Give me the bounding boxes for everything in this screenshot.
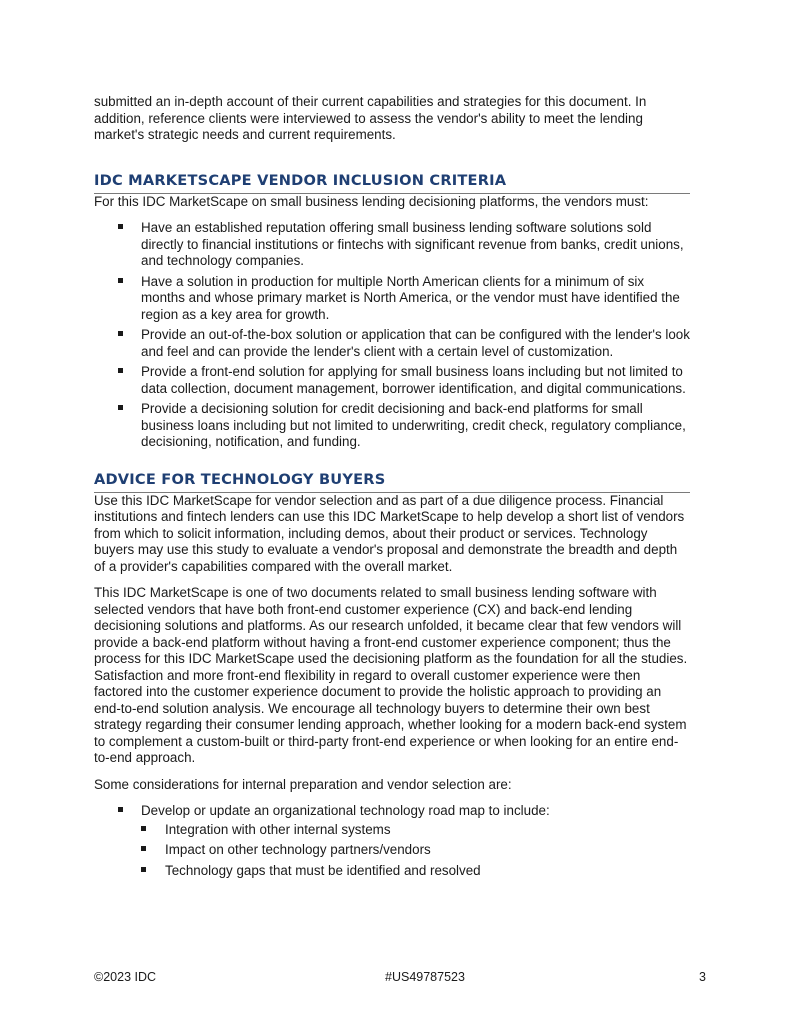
square-bullet-icon xyxy=(118,405,123,410)
list-item xyxy=(94,401,690,451)
list-item-text: Provide a decisioning solution for credit decisioning and back-end platforms for small business loans including but not limited to underwriting, credit check, regulatory compliance, decisioning, notification, and funding. xyxy=(141,401,686,449)
list-item xyxy=(94,274,690,324)
considerations-list xyxy=(94,803,690,879)
square-bullet-icon xyxy=(141,846,146,851)
list-item xyxy=(94,364,690,397)
sublist-item-text: Integration with other internal systems xyxy=(165,821,391,837)
section-heading-advice: ADVICE FOR TECHNOLOGY BUYERS xyxy=(94,471,690,493)
square-bullet-icon xyxy=(118,368,123,373)
sublist-item-text: Impact on other technology partners/vendors xyxy=(165,842,431,857)
document-page xyxy=(94,94,690,887)
intro-paragraph: submitted an in-depth account of their current capabilities and strategies for this document. In addition, reference clients were interviewed to assess the vendor's ability to meet the lending market's strategic needs and current requirements. xyxy=(94,94,647,142)
square-bullet-icon xyxy=(141,826,146,831)
list-item-text: Provide an out-of-the-box solution or application that can be configured with the lender's look and feel and can provide the lender's client with a certain level of customization. xyxy=(141,327,690,359)
square-bullet-icon xyxy=(118,331,123,336)
list-item xyxy=(94,220,690,270)
sublist-item xyxy=(141,863,690,880)
square-bullet-icon xyxy=(118,224,123,229)
sublist-item-text: Technology gaps that must be identified and resolved xyxy=(165,862,481,878)
square-bullet-icon xyxy=(118,278,123,283)
footer-copyright: ©2023 IDC xyxy=(94,970,157,984)
list-item xyxy=(94,803,690,879)
list-item-text: Have a solution in production for multiple North American clients for a minimum of six months and whose primary market is North America, or the vendor must have identified the region as a key area for growth. xyxy=(141,273,680,322)
sublist-item xyxy=(141,822,690,839)
section-heading-inclusion-criteria: IDC MARKETSCAPE VENDOR INCLUSION CRITERIA xyxy=(94,172,690,194)
square-bullet-icon xyxy=(118,807,123,812)
advice-paragraph: Use this IDC MarketScape for vendor selection and as part of a due diligence process. Financial institutions and fintech lenders can use this IDC MarketScape to help develop a short list of vendors from which to solicit information, including demos, about their product or services. Technology buyers may use this study to evaluate a vendor's proposal and demonstrate the breadth and depth of a provider's capabilities compared with the overall market. xyxy=(94,492,685,574)
sublist-item xyxy=(141,842,690,859)
criteria-list xyxy=(94,220,690,451)
list-item-text: Develop or update an organizational technology road map to include: xyxy=(141,803,550,818)
square-bullet-icon xyxy=(141,867,146,872)
footer-page-number: 3 xyxy=(699,970,706,984)
list-item-text: Provide a front-end solution for applying for small business loans including but not limited to data collection, document management, borrower identification, and digital communications. xyxy=(141,364,686,396)
criteria-lead-paragraph: For this IDC MarketScape on small business lending decisioning platforms, the vendors must: xyxy=(94,193,649,209)
footer-document-id: #US49787523 xyxy=(385,970,465,984)
list-item xyxy=(94,327,690,360)
advice-paragraph: This IDC MarketScape is one of two documents related to small business lending software with selected vendors that have both front-end customer experience (CX) and back-end lending decisioning solutions and platforms. As our research unfolded, it became clear that few vendors will provide a back-end platform without having a front-end customer experience component; thus the process for this IDC MarketScape used the decisioning platform as the foundation for all the studies. Satisfaction and more front-end flexibility in regard to overall customer experience were then factored into the customer experience document to provide the holistic approach to providing an end-to-end solution analysis. We encourage all technology buyers to determine their own best strategy regarding their consumer lending approach, whether looking for a modern back-end system to complement a custom-built or third-party front-end experience or when looking for an entire end-to-end approach. xyxy=(94,585,688,765)
list-item-text: Have an established reputation offering small business lending software solutions sold directly to financial institutions or fintechs with significant revenue from banks, credit unions, and technology companies. xyxy=(141,220,684,268)
considerations-sublist xyxy=(141,822,690,880)
page-footer xyxy=(94,970,706,986)
considerations-lead-paragraph: Some considerations for internal preparation and vendor selection are: xyxy=(94,776,512,792)
